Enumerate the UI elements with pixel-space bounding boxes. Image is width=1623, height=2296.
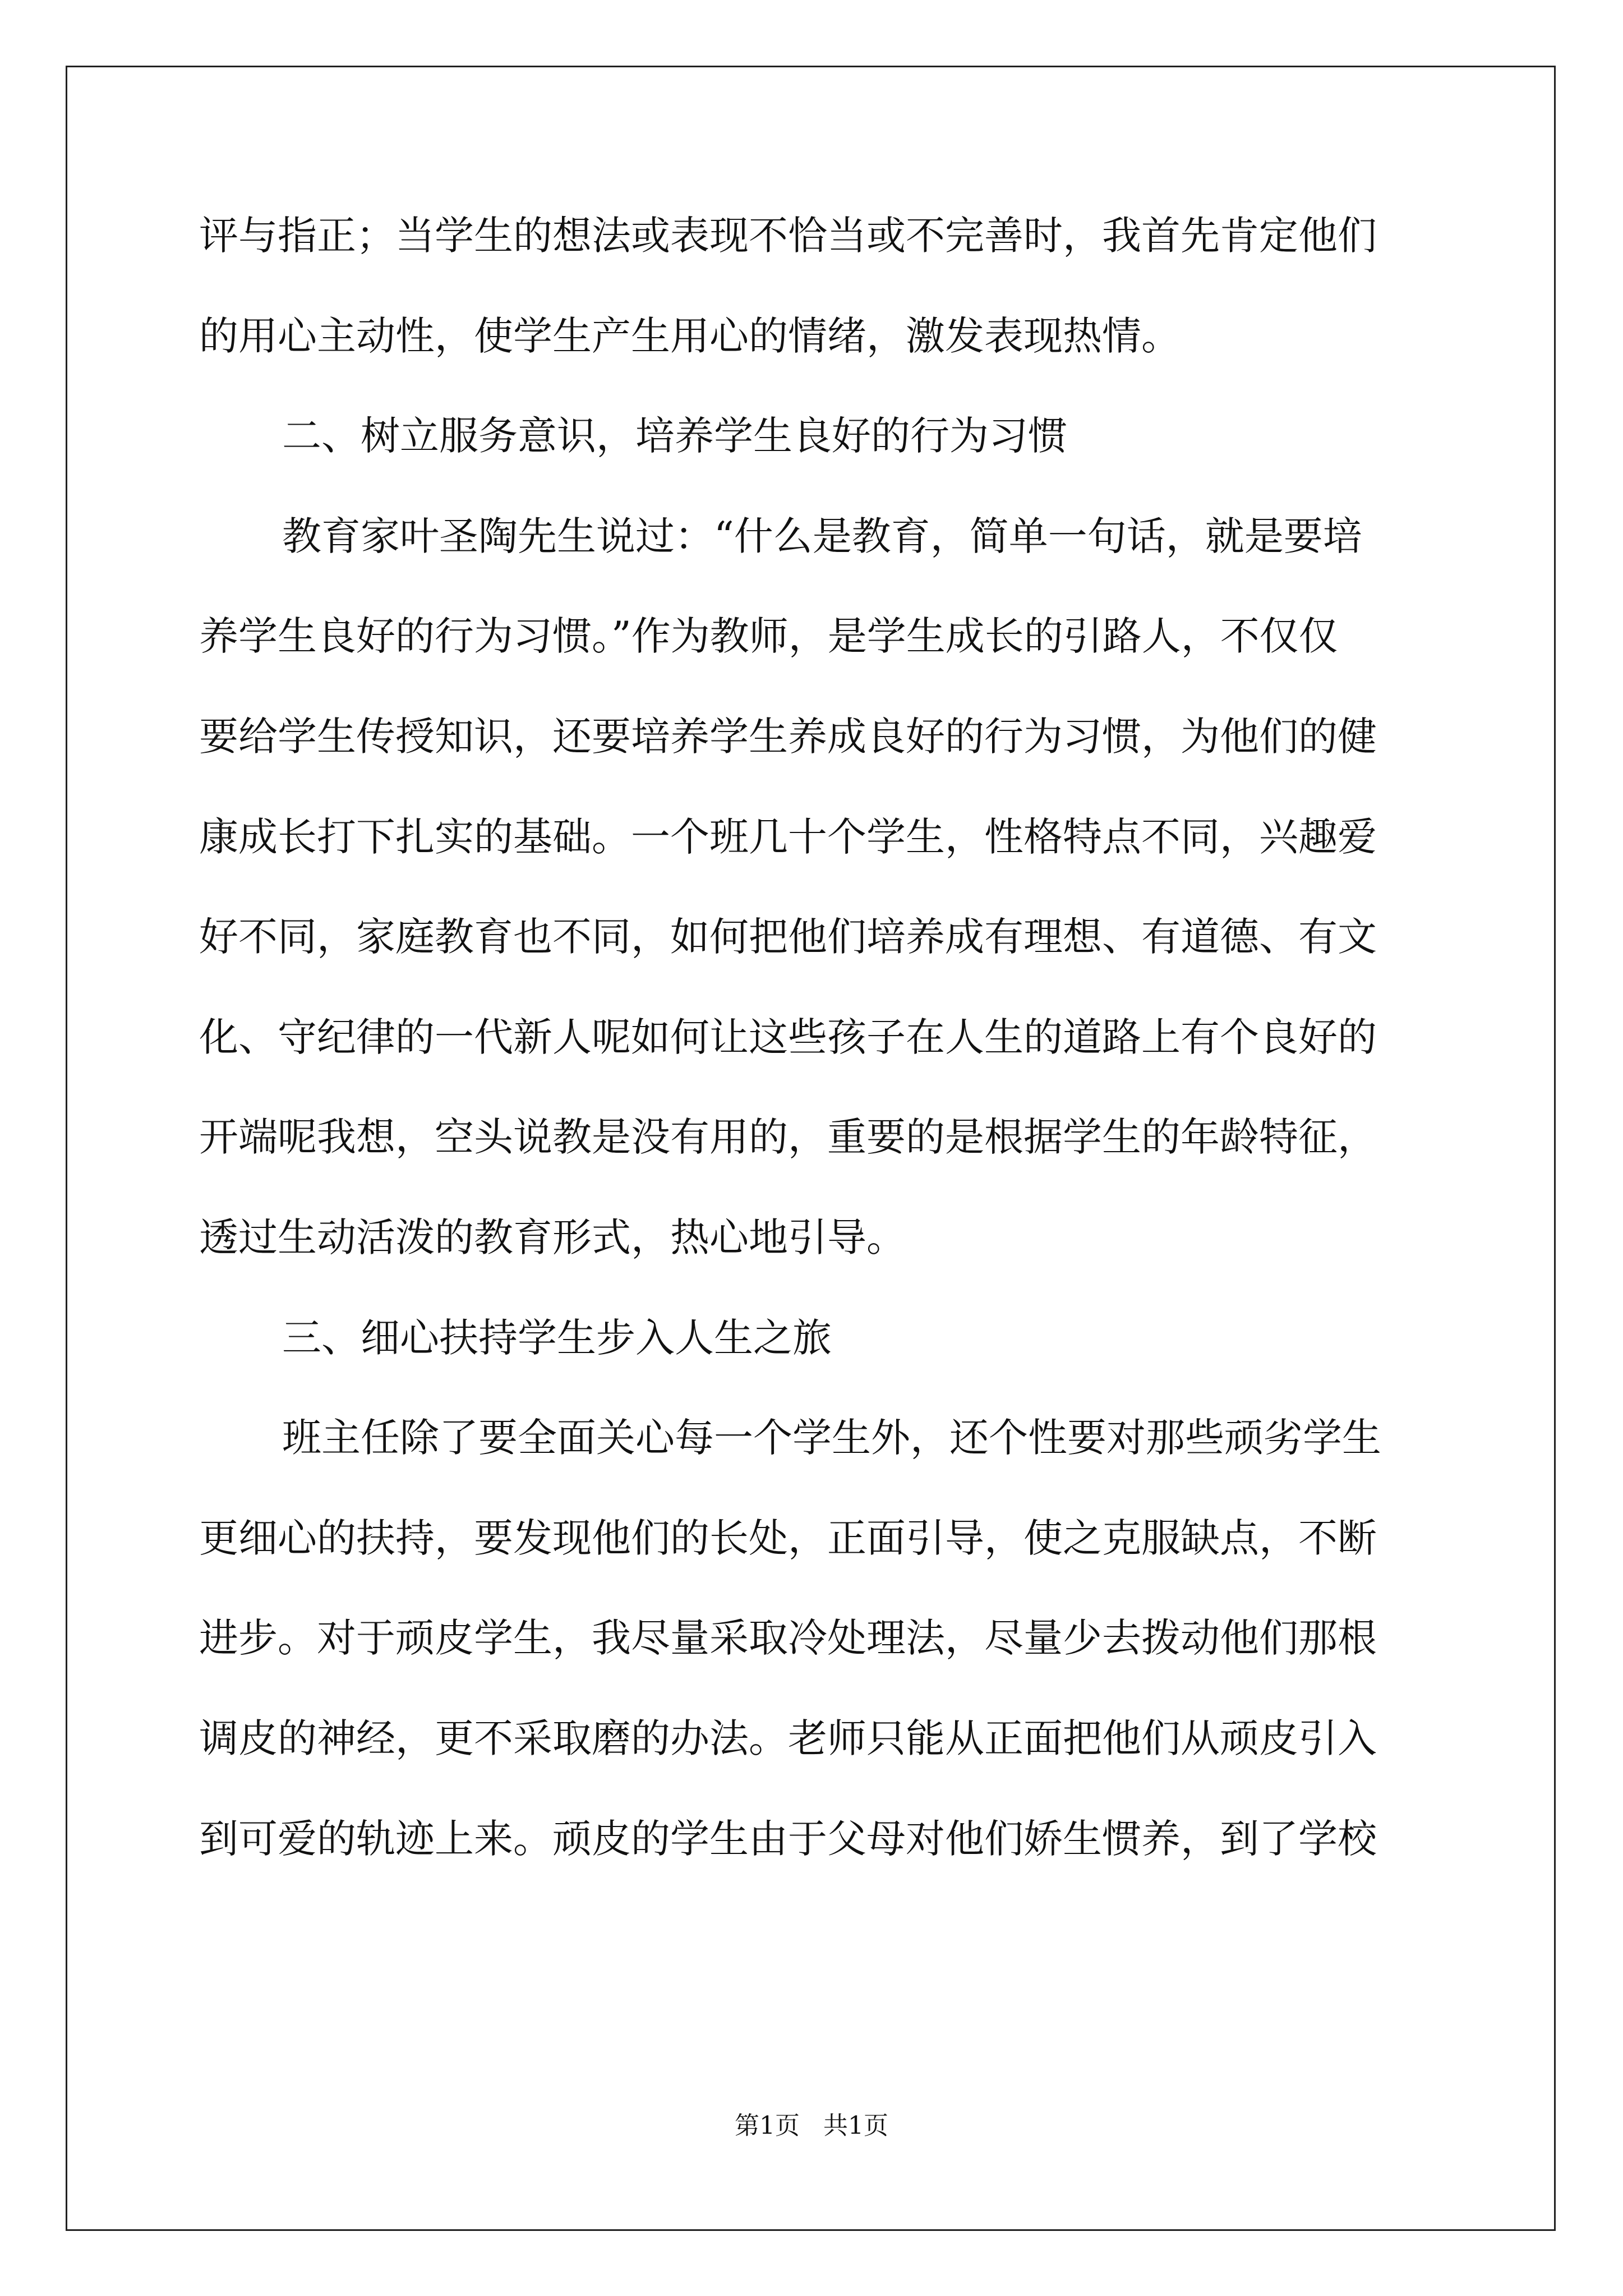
text-line: 评与指正；当学生的想法或表现不恰当或不完善时，我首先肯定他们 bbox=[199, 213, 1377, 259]
text-line: 好不同，家庭教育也不同，如何把他们培养成有理想、有道德、有文 bbox=[199, 914, 1377, 960]
text-line: 化、守纪律的一代新人呢如何让这些孩子在人生的道路上有个良好的 bbox=[199, 1014, 1377, 1060]
page-footer: 第1页 共1页 bbox=[735, 2111, 888, 2140]
text-line: 更细心的扶持，要发现他们的长处，正面引导，使之克服缺点，不断 bbox=[199, 1515, 1377, 1561]
text-line: 开端呢我想，空头说教是没有用的，重要的是根据学生的年龄特征， bbox=[199, 1114, 1377, 1161]
text-line: 要给学生传授知识，还要培养学生养成良好的行为习惯，为他们的健 bbox=[199, 713, 1377, 760]
text-line: 到可爱的轨迹上来。顽皮的学生由于父母对他们娇生惯养，到了学校 bbox=[199, 1815, 1377, 1862]
text-line: 康成长打下扎实的基础。一个班几十个学生，性格特点不同，兴趣爱 bbox=[199, 813, 1377, 860]
text-line: 的用心主动性，使学生产生用心的情绪，激发表现热情。 bbox=[199, 312, 1181, 359]
paragraph-start-line: 教育家叶圣陶先生说过：“什么是教育，简单一句话，就是要培 bbox=[282, 513, 1362, 559]
text-line: 透过生动活泼的教育形式，热心地引导。 bbox=[199, 1214, 906, 1260]
paragraph-start-line: 班主任除了要全面关心每一个学生外，还个性要对那些顽劣学生 bbox=[282, 1415, 1381, 1461]
text-line: 养学生良好的行为习惯。”作为教师，是学生成长的引路人，不仅仅 bbox=[199, 613, 1338, 660]
text-line: 进步。对于顽皮学生，我尽量采取冷处理法，尽量少去拨动他们那根 bbox=[199, 1615, 1377, 1662]
section-heading: 二、树立服务意识，培养学生良好的行为习惯 bbox=[282, 413, 1067, 459]
section-heading: 三、细心扶持学生步入人生之旅 bbox=[282, 1314, 832, 1361]
document-body bbox=[199, 213, 1427, 1919]
text-line: 调皮的神经，更不采取磨的办法。老师只能从正面把他们从顽皮引入 bbox=[199, 1715, 1377, 1761]
